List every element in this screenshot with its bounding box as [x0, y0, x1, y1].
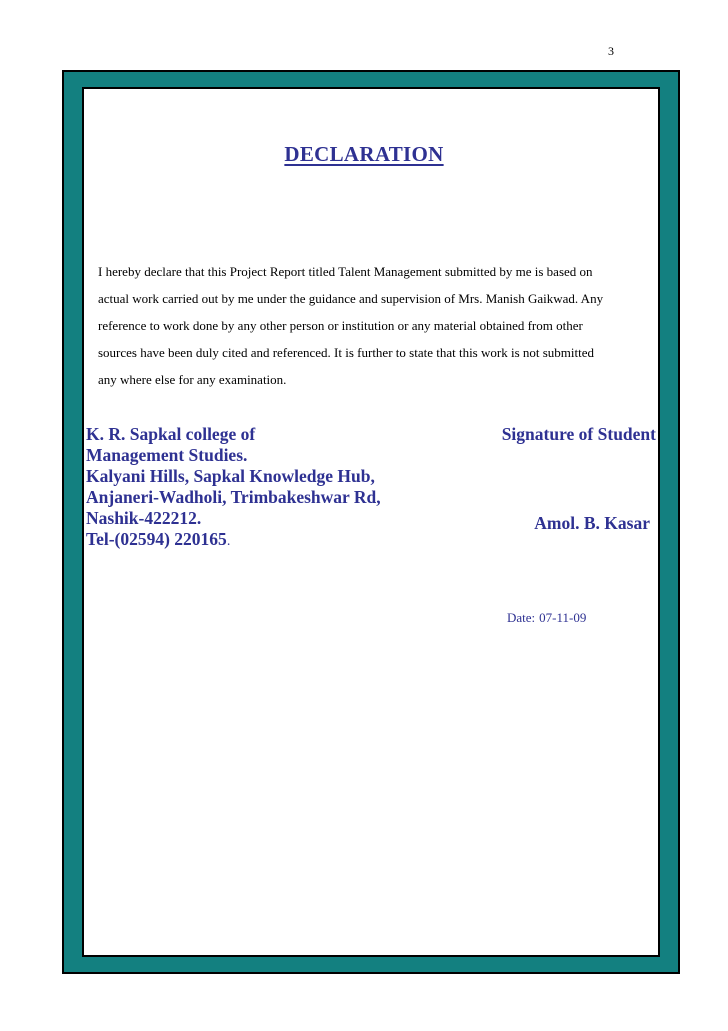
title-text: DECLARATION [284, 142, 444, 166]
declaration-line: reference to work done by any other person or institution or any material obtained from other [98, 318, 583, 333]
student-name: Amol. B. Kasar [534, 513, 650, 533]
date-block [507, 610, 586, 626]
phone-text: Tel-(02594) 220165 [86, 529, 227, 549]
declaration-line: I hereby declare that this Project Report titled Talent Management submitted by me is based on [98, 264, 593, 279]
date-value: 07-11-09 [539, 610, 587, 625]
address-line: Management Studies. [86, 445, 248, 465]
declaration-line: any where else for any examination. [98, 372, 287, 387]
phone-tail: . [226, 534, 231, 549]
page-title [0, 142, 728, 167]
address-line: Nashik-422212. [86, 508, 202, 528]
college-address [86, 424, 381, 552]
signature-label: Signature of Student [501, 424, 656, 444]
declaration-line: actual work carried out by me under the guidance and supervision of Mrs. Manish Gaikwad. Any [98, 291, 604, 306]
address-line: K. R. Sapkal college of [86, 424, 256, 444]
declaration-text [98, 265, 603, 400]
declaration-line: sources have been duly cited and referenced. It is further to state that this work is not submitted [98, 345, 595, 360]
address-line: Kalyani Hills, Sapkal Knowledge Hub, [86, 466, 375, 486]
page-number: 3 [608, 44, 614, 58]
address-phone [86, 529, 381, 552]
date-label: Date: [507, 610, 536, 625]
address-line: Anjaneri-Wadholi, Trimbakeshwar Rd, [86, 487, 381, 507]
